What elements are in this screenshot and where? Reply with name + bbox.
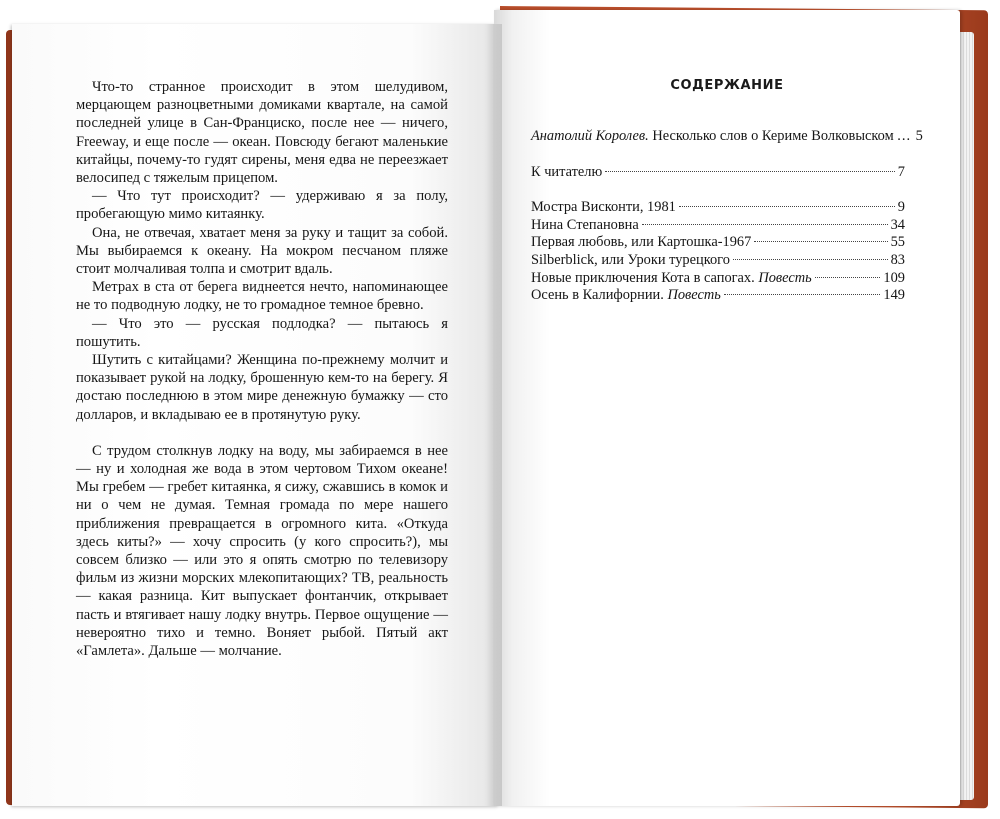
toc-entry-genre: Повесть bbox=[758, 269, 812, 286]
toc-entry-title: Новые приключения Кота в сапогах. bbox=[531, 269, 755, 286]
toc-entry-author: Анатолий Королев. bbox=[531, 128, 649, 144]
toc-entry-page: 55 bbox=[890, 234, 905, 251]
toc-entry[interactable] bbox=[531, 287, 905, 305]
toc-leader bbox=[724, 294, 881, 295]
toc-entry[interactable] bbox=[531, 164, 905, 182]
paragraph: — Что это — русская подлодка? — пытаюсь я пошутить. bbox=[76, 315, 448, 350]
toc-entry-genre: Повесть bbox=[667, 287, 721, 304]
paragraph: — Что тут происходит? — удерживаю я за полу, пробегающую мимо китаянку. bbox=[76, 188, 448, 223]
paragraph: Метрах в ста от берега виднеется нечто, напоминающее не то подводную лодку, не то громадное темное бревно. bbox=[76, 279, 448, 314]
paragraph: Что-то странное происходит в этом шелудивом, мерцающем разноцветными домиками квартале, на самой последней улице в Сан-Франциско, после нее — ничего, Freeway, и еще после — океан. Повсюду бегают маленькие китайцы, почему-то гудят сирены, меня едва не переезжает велосипед с тяжелым прицепом. bbox=[76, 79, 448, 187]
toc-entry-title: Нина Степановна bbox=[531, 216, 639, 233]
toc-entry-title: Мостра Висконти, 1981 bbox=[531, 199, 676, 216]
table-of-contents bbox=[531, 128, 923, 305]
left-page-text bbox=[76, 78, 448, 660]
toc-leader bbox=[679, 206, 895, 207]
toc-entry-title: Осень в Калифорнии. bbox=[531, 287, 664, 304]
toc-entry-title: Первая любовь, или Картошка-1967 bbox=[531, 234, 752, 251]
toc-entry-page: 109 bbox=[883, 269, 905, 286]
toc-entry[interactable] bbox=[531, 199, 905, 217]
toc-title: СОДЕРЖАНИЕ bbox=[670, 78, 784, 93]
toc-leader bbox=[642, 224, 888, 225]
paragraph: С трудом столкнув лодку на воду, мы забираемся в нее — ну и холодная же вода в этом чертовом Тихом океане! Мы гребем — гребет китаянка, я сижу, сжавшись в комок и ни о чем не думая. Темная громада по мере нашего приближения превращается в огромного кита. «Откуда здесь киты?» — хочу спросить (у кого спросить?), мы совсем близко — или это я опять смотрю по телевизору фильм из жизни морских млекопитающих? ТВ, реальность — какая разница. Кит выпускает фонтанчик, открывает пасть и втягивает нашу лодку внутрь. Первое ощущение — невероятно тихо и темно. Воняет рыбой. Пятый акт «Гамлета». Дальше — молчание. bbox=[76, 442, 448, 660]
toc-entry[interactable]: Анатолий Королев. Несколько слов о Кериме Волковыском ... 5 bbox=[531, 128, 923, 144]
toc-leader bbox=[815, 277, 881, 278]
toc-entry-page: 149 bbox=[883, 287, 905, 304]
toc-leader bbox=[754, 241, 887, 242]
toc-entry-page: 7 bbox=[897, 163, 905, 180]
toc-entry[interactable] bbox=[531, 217, 905, 235]
toc-entry-page: 83 bbox=[890, 251, 905, 268]
toc-entry-page: 5 bbox=[915, 128, 923, 144]
toc-entry[interactable] bbox=[531, 234, 905, 252]
paragraph: Она, не отвечая, хватает меня за руку и тащит за собой. Мы выбираемся к океану. На мокром песчаном пляже стоит молчаливая толпа и смотрит вдаль. bbox=[76, 224, 448, 278]
toc-entry-title: К читателю bbox=[531, 163, 603, 180]
toc-leader bbox=[733, 259, 888, 260]
toc-entry-title: Silberblick, или Уроки турецкого bbox=[531, 251, 730, 268]
paragraph: Шутить с китайцами? Женщина по-прежнему молчит и показывает рукой на лодку, брошенную кем-то на берегу. Я достаю последнюю в этом мире денежную бумажку — сто долларов, и вкладываю ее в протянутую руку. bbox=[76, 352, 448, 423]
toc-entry[interactable] bbox=[531, 252, 905, 270]
toc-entry-page: 34 bbox=[890, 216, 905, 233]
toc-entry-page: 9 bbox=[897, 199, 905, 216]
toc-entry-title: Несколько слов о Кериме Волковыском bbox=[652, 128, 894, 144]
toc-entry[interactable] bbox=[531, 270, 905, 288]
gutter-shadow bbox=[486, 24, 502, 806]
toc-leader bbox=[605, 171, 895, 172]
